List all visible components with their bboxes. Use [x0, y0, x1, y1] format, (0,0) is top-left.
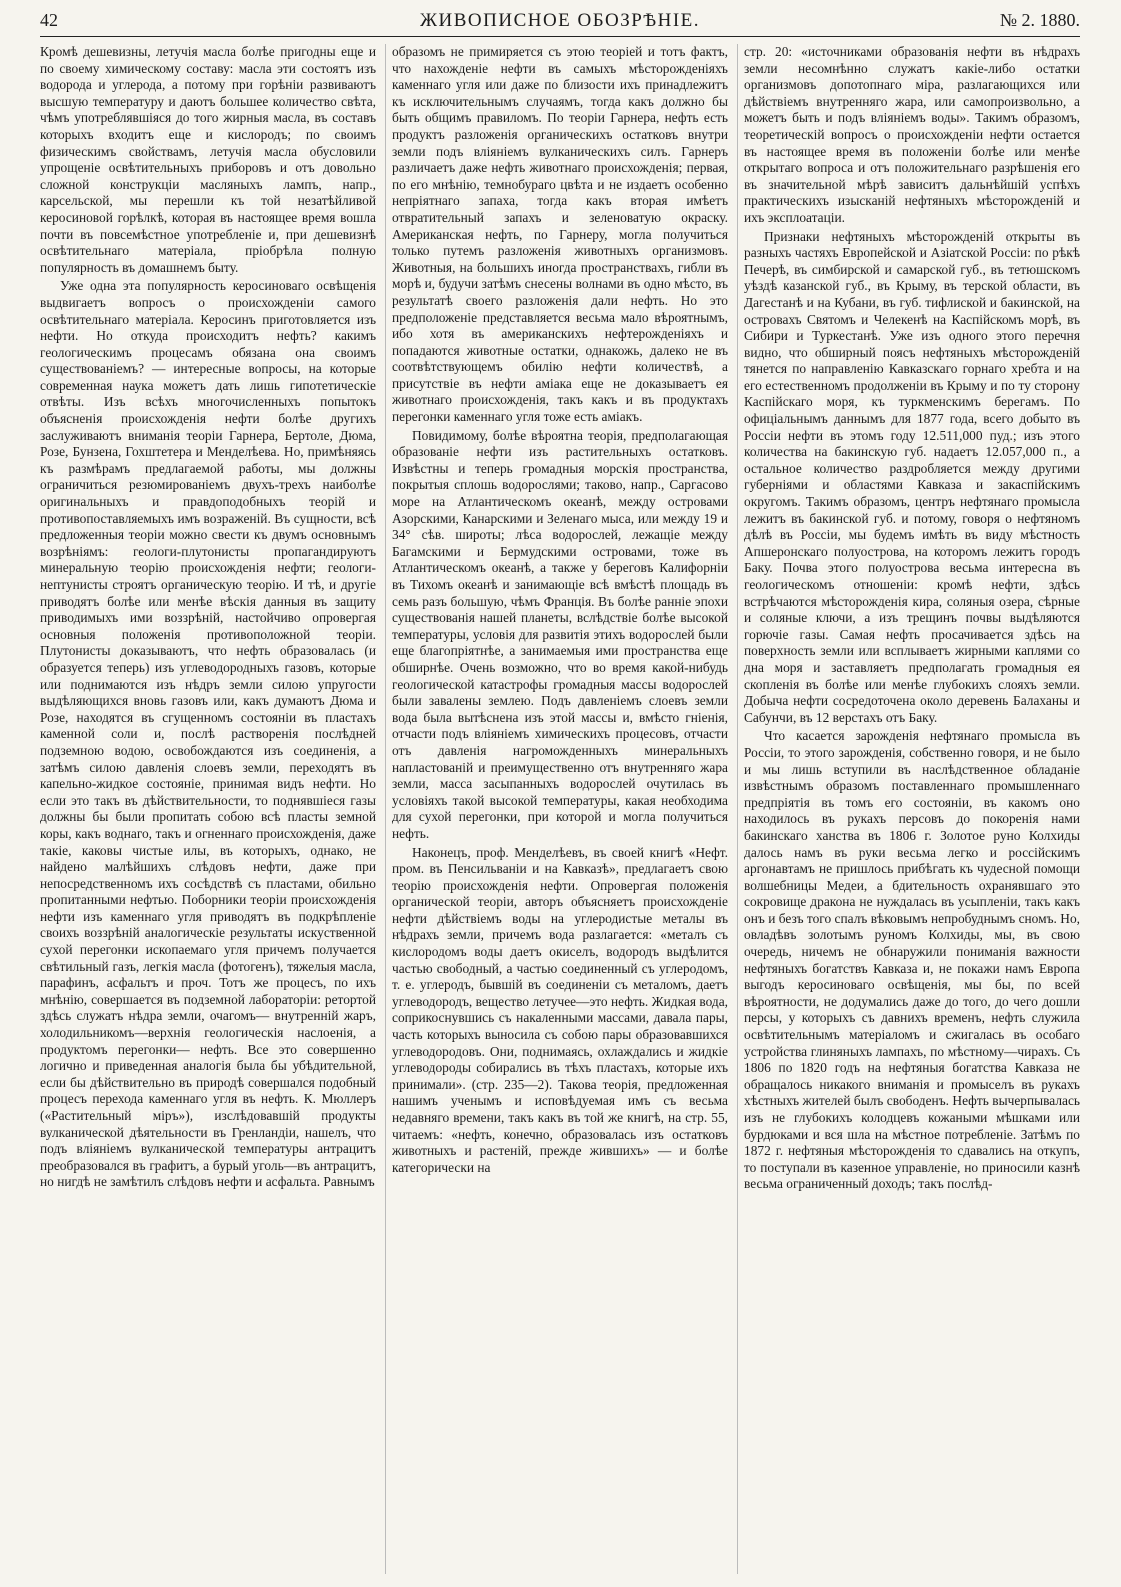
paragraph: образомъ не примиряется съ этою теоріей и тотъ фактъ, что нахожденіе нефти въ самыхъ мѣсторожденіяхъ каменнаго угля или даже по близости ихъ принадлежитъ къ исключительнымъ случаямъ, тогда какъ должно бы быть общимъ правиломъ. По теоріи Гарнера, нефть есть продуктъ разложенія органическихъ остатковъ внутри земли подъ вліяніемъ вулканическихъ силъ. Гарнеръ различаетъ даже нефть животнаго происхожденія; первая, по его мнѣнію, темнобураго цвѣта и не издаетъ особенно непріятнаго запаха, тогда какъ вторая имѣетъ отвратительный запахъ и зеленоватую окраску. Американская нефть, по Гарнеру, могла получиться только путемъ разложенія животныхъ организмовъ. Животныя, на большихъ иногда пространствахъ, гибли въ морѣ и, будучи затѣмъ снесены волнами въ одно мѣсто, въ результатѣ своего разложенія дали нефть. Но это предположеніе представляется весьма мало вѣроятнымъ, ибо хотя въ американскихъ нефтерожденіяхъ и попадаются животные остатки, однакожь, далеко не въ соотвѣтствующемъ обилію нефти количествѣ, а присутствіе въ нефти аміака еще не доказываетъ ея животнаго происхожденія, такъ какъ и въ продуктахъ перегонки каменнаго угля тоже есть аміакъ. [392, 44, 728, 425]
column-2 [392, 44, 728, 1574]
paragraph: Уже одна эта популярность керосиноваго освѣщенія выдвигаетъ вопросъ о происхожденіи самого освѣтительнаго матеріала. Керосинъ приготовляется изъ нефти. Но откуда происходитъ нефть? какимъ геологическимъ процесамъ обязана она своимъ существованіемъ? — интересные вопросы, на которые современная наука можетъ дать лишь гипотетическіе отвѣты. Изъ всѣхъ многочисленныхъ попытокъ объясненія происхожденія нефти болѣе другихъ заслуживаютъ вниманія теоріи Гарнера, Бертоле, Дюма, Розе, Бунзена, Гохштетера и Менделѣева. Но, примѣняясь къ размѣрамъ предлагаемой работы, мы должны ограничиться резюмированіемъ двухъ-трехъ наиболѣе оригинальныхъ и правдоподобныхъ теорій и противопоставляемыхъ имъ возраженій. Въ сущности, всѣ предложенныя теоріи можно свести къ двумъ основнымъ возрѣніямъ: геологи-плутонисты пропагандируютъ минеральную теорію происхожденія нефти; геологи-нептунисты строятъ органическую теорію. И тѣ, и другіе приводятъ болѣе или менѣе вѣскія данныя въ защиту приводимыхъ ими воззрѣній, настойчиво опровергая основныя положенія противоположной теоріи. Плутонисты доказываютъ, что нефть образовалась (и образуется теперь) изъ углеводородныхъ газовъ, которые или поднимаются изъ нѣдръ земли силою упругости выдѣляющихся вновь газовъ или, какъ думаютъ Дюма и Розе, находятся въ сгущенномъ состояніи въ пластахъ каменной соли и, послѣ растворенія послѣдней подземною водою, освобождаются изъ соединенія, а затѣмъ силою давленія слоевъ земли, переходятъ въ капельно-жидкое состояніе, принимая видъ нефти. Но если это такъ въ дѣйствительности, то поднявшіеся газы должны бы были пропитать собою всѣ пласты земной коры, какъ воднаго, такъ и огненнаго происхожденія, даже такіе, каковы чистые илы, въ которыхъ, однако, не найдено малѣйшихъ слѣдовъ нефти, даже при непосредственномъ ихъ сосѣдствѣ съ пластами, обильно пропитанными нефтью. Поборники теоріи происхожденія нефти изъ каменнаго угля приводятъ въ подкрѣпленіе своихъ воззрѣній аналогическіе результаты искуственной сухой перегонки ископаемаго угля причемъ получается свѣтильный газъ, легкія масла (фотогенъ), тяжелыя масла, парафинъ, асфальтъ и проч. Тотъ же процесъ, по ихъ мнѣнію, совершается въ подземной лабораторіи: ретортой здѣсь служатъ нѣдра земли, очагомъ— внутренній жаръ, холодильникомъ—верхнія геологическія наслоенія, а продуктомъ перегонки— нефть. Все это совершенно логично и приведенная аналогія была бы убѣдительной, если бы дѣйствительно въ природѣ совершался подобный процесъ перехода каменнаго угля въ нефть. К. Мюллеръ («Растительный міръ»), изслѣдовавшій продукты вулканической дѣятельности въ Гренландіи, нашелъ, что подъ вліяніемъ вулканической температуры антрацитъ преобразовался въ графитъ, а бурый уголь—въ антрацитъ, но нигдѣ не замѣтилъ слѣдовъ нефти и асфальта. Равнымъ [40, 278, 376, 1190]
paragraph: стр. 20: «источниками образованія нефти въ нѣдрахъ земли несомнѣнно служатъ какіе-либо остатки организмовъ допотопнаго міра, разлагающихся или дѣйствіемъ внутренняго жара, или самопроизвольно, а можетъ быть и подъ вліяніемъ воды». Такимъ образомъ, теоретическій вопросъ о происхожденіи нефти остается въ настоящее время въ положеніи болѣе или менѣе открытаго вопроса и отъ положительнаго разрѣшенія его въ значительной мѣрѣ зависитъ дальнѣйшій успѣхъ практическихъ изысканій нефтяныхъ мѣсторожденій и ихъ эксплоатаціи. [744, 44, 1080, 225]
column-divider [385, 44, 386, 1574]
column-divider [737, 44, 738, 1574]
paragraph: Кромѣ дешевизны, летучія масла болѣе пригодны еще и по своему химическому составу: масла эти состоятъ изъ водорода и углерода, а потому при горѣніи развиваютъ высшую температуру и даютъ большее количество свѣта, чѣмъ употреблявшіяся до того жирныя масла, въ составъ которыхъ входитъ еще и кислородъ; по своимъ физическимъ свойствамъ, летучія масла обусловили упрощеніе освѣтительныхъ приборовъ и отъ довольно сложной конструкціи масляныхъ лампъ, напр., карсельской, мы перешли къ той незатѣйливой керосиновой горѣлкѣ, которая въ настоящее время вошла почти въ повсемѣстное употребленіе и, при дешевизнѣ освѣтительнаго матеріала, пріобрѣла полную популярность въ домашнемъ быту. [40, 44, 376, 275]
header-rule [40, 36, 1080, 37]
paragraph: Что касается зарожденія нефтянаго промысла въ Россіи, то этого зарожденія, собственно говоря, и не было и мы лишь вступили въ наслѣдственное обладаніе извѣстнымъ образомъ поставленнаго промышленнаго предпріятія въ томъ его состояніи, въ какомъ оно находилось въ рукахъ персовъ до покоренія нами бакинскаго ханства въ 1806 г. Золотое руно Колхиды далось намъ въ руки весьма легко и россійскимъ аргонавтамъ не пришлось прибѣгать къ чудесной помощи волшебницы Медеи, а бдительность охранявшаго это сокровище дракона не нуждалась въ усыпленіи, такъ какъ онъ и безъ того спалъ вѣковымъ непробуднымъ сномъ. Но, овладѣвъ золотымъ руномъ Колхиды, мы, въ свою очередь, ничемъ не обнаружили пониманія важности нефтяныхъ богатствъ Кавказа и, не покажи намъ Европа выгодъ керосиноваго освѣщенія, мы бы, по всей вѣроятности, не додумались даже до того, до чего дошли персы, у которыхъ съ давнихъ временъ, нефть служила освѣтительнымъ матеріаломъ и сжигалась въ особаго устройства глиняныхъ лампахъ, по мѣстному—чирахъ. Съ 1806 по 1820 годъ на нефтяныя богатства Кавказа не обращалось никакого вниманія и промыселъ въ рукахъ хѣстныхъ жителей былъ свободенъ. Нефть вычерпывалась изъ не глубокихъ колодцевъ кожаными мѣшками или бурдюками и вся шла на мѣстное потребленіе. Затѣмъ по 1872 г. нефтяныя мѣсторожденія то сдавались на откупъ, то поступали въ казенное управленіе, но приносили казнѣ весьма ограниченный доходъ; такъ послѣд- [744, 728, 1080, 1192]
issue-number: № 2. 1880. [999, 10, 1080, 30]
page-number: 42 [40, 10, 58, 30]
paragraph: Повидимому, болѣе вѣроятна теорія, предполагающая образованіе нефти изъ растительныхъ остатковъ. Извѣстны и теперь громадныя морскія пространства, покрытыя сплошь водорослями; таково, напр., Саргасово море на Атлантическомъ океанѣ, между островами Азорскими, Канарскими и Зеленаго мыса, или между 19 и 34° сѣв. широты; лѣса водорослей, лежащіе между Багамскими и Бермудскими островами, тоже въ Атлантическомъ океанѣ, а также у береговъ Калифорніи въ Тихомъ океанѣ и занимающіе всѣ вмѣстѣ площадь въ семь разъ большую, чѣмъ Франція. Въ болѣе ранніе эпохи существованія нашей планеты, вслѣдствіе болѣе высокой температуры, условія для развитія этихъ водорослей были еще благопріятнѣе, а занимаемыя ими пространства еще обширнѣе. Очень возможно, что во время какой-нибудь геологической катастрофы громадныя массы водорослей были завалены землею. Подъ давленіемъ слоевъ земли вода была вытѣснена изъ этой массы и, вмѣсто гніенія, отчасти подъ вліяніемъ химическихъ процесовъ, отчасти отъ давленія нагроможденныхъ минеральныхъ напластованій и преимущественно отъ внутренняго жара земли, масса засыпанныхъ водорослей очутилась въ условіяхъ такой высокой температуры, какая необходима для сухой перегонки, при которой и могла получиться нефть. [392, 427, 728, 841]
publication-title: ЖИВОПИСНОЕ ОБОЗРѢНІЕ. [419, 10, 700, 31]
paragraph: Признаки нефтяныхъ мѣсторожденій открыты въ разныхъ частяхъ Европейской и Азіатской Россіи: по рѣкѣ Печерѣ, въ симбирской и самарской губ., въ тетюшскомъ уѣздѣ казанской губ., въ Крыму, въ терской области, въ Дагестанѣ и на Кубани, въ губ. тифлиской и бакинской, на островахъ Святомъ и Челекенѣ на Каспійскомъ морѣ, въ Сибири и Туркестанѣ. Уже изъ одного этого перечня видно, что обширный поясъ нефтяныхъ мѣсторожденій тянется по направленію Кавказскаго горнаго хребта и на его естественномъ продолженіи въ Крыму и по ту сторону Каспійскаго моря, къ туркменскимъ берегамъ. По офиціальнымъ даннымъ для 1877 года, всего добыто въ Россіи нефти въ этомъ году 12.511,000 пуд.; изъ этого количества на бакинскую губ. надаетъ 12.057,000 п., а остальное количество раздробляется между другими губерніями и областями Кавказа и закаспійскимъ округомъ. Такимъ образомъ, центръ нефтянаго промысла лежитъ въ бакинской губ. и потому, говоря о нефтяномъ дѣлѣ въ Россіи, мы будемъ имѣть въ виду мѣстность Апшеронскаго полуострова, на которомъ лежитъ городъ Баку. Почва этого полуострова весьма интересна въ геологическомъ отношеніи: кромѣ нефти, здѣсь встрѣчаются мѣсторожденія кира, соляныя озера, сѣрные и соляные ключи, а изъ трещинъ почвы выдѣляются горючіе газы. Самая нефть просачивается здѣсь на поверхность земли или всплываетъ жирными каплями со дна моря и заставляетъ предполагать громадныя ея скопленія въ болѣе или менѣе глубокихъ слояхъ земли. Добыча нефти сосредоточена около деревень Балаханы и Сабунчи, въ 12 верстахъ отъ Баку. [744, 228, 1080, 725]
column-1 [40, 44, 376, 1574]
column-3 [744, 44, 1080, 1574]
paragraph: Наконецъ, проф. Менделѣевъ, въ своей книгѣ «Нефт. пром. въ Пенсильваніи и на Кавказѣ», предлагаетъ свою теорію происхожденія нефти. Опровергая положенія органической теоріи, авторъ объясняетъ происхожденіе нефти дѣйствіемъ воды на углеродистые металы въ нѣдрахъ земли, причемъ вода разлагается: «металъ съ кислородомъ воды даетъ окиселъ, водородъ выдѣлится частью свободный, а частью соединенный съ углеродомъ, т. е. углеродъ, бывшій въ соединеніи съ металомъ, даетъ углеводородъ, вещество летучее—это нефть. Жидкая вода, соприкоснувшись съ накаленными массами, давала пары, часть которыхъ выносила съ собою пары образовавшихся углеводородовъ. Они, поднимаясь, охлаждались и жидкіе углеводороды собирались въ тѣхъ пластахъ, которые ихъ принимали». (стр. 235—2). Такова теорія, предложенная нашимъ ученымъ и исповѣдуемая имъ съ весьма недавняго времени, такъ какъ въ той же книгѣ, на стр. 55, читаемъ: «нефть, конечно, образовалась изъ остатковъ животныхъ и растеній, прежде жившихъ» — и болѣе категорически на [392, 844, 728, 1175]
page-header [40, 8, 1080, 36]
